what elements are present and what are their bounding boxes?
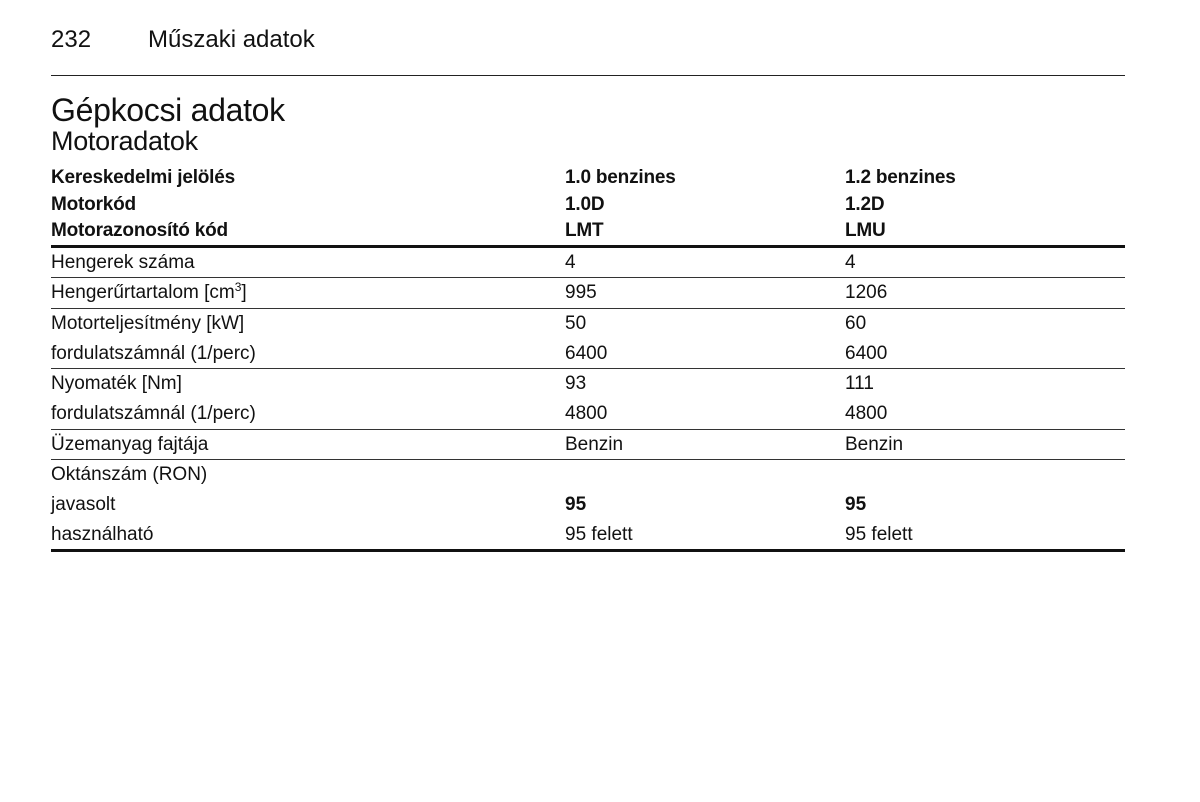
row-col2: 1206 [845,282,888,304]
page-header [51,24,1125,76]
header-col1: LMT [565,220,604,241]
row-col2: 4800 [845,402,888,424]
header-label: Motorazonosító kód [51,220,228,241]
table-header-row-trade-name [51,165,1125,192]
header-col2: 1.2D [845,193,885,215]
row-col1: 95 felett [565,523,633,545]
row-label: Oktánszám (RON) [51,464,208,486]
page-number: 232 [51,26,92,53]
row-label: Motorteljesítmény [kW] [51,312,245,334]
row-col2: Benzin [845,433,904,455]
table-row-usable [51,520,1125,550]
label-bracket: ] [241,282,247,304]
header-label: Kereskedelmi jelölés [51,167,235,188]
table-row-power [51,309,1125,339]
row-col1: 4 [565,251,576,273]
row-label: használható [51,523,154,545]
header-col1: 1.0 benzines [565,167,676,188]
row-col2: 60 [845,312,867,334]
table-header-row-engine-id [51,218,1125,245]
engine-spec-table [51,165,1125,552]
table-row-displacement [51,278,1125,308]
row-label [51,282,247,304]
row-label: javasolt [51,494,116,515]
row-label: Nyomaték [Nm] [51,373,182,395]
subsection-title: Motoradatok [51,126,198,156]
row-label: fordulatszámnál (1/perc) [51,402,256,424]
row-col1: 93 [565,373,587,395]
row-col1: 95 [565,494,587,515]
header-label: Motorkód [51,193,136,215]
header-col2: 1.2 benzines [845,167,956,188]
row-col1: 4800 [565,402,608,424]
label-superscript: 3 [234,280,242,295]
row-label: Hengerek száma [51,251,195,273]
row-col1: 6400 [565,342,608,364]
row-label: Üzemanyag fajtája [51,433,209,455]
table-row-octane [51,460,1125,490]
row-col1: 50 [565,312,587,334]
row-col2: 111 [845,373,874,395]
table-bottom-rule [51,549,1125,552]
row-col2: 95 [845,494,867,515]
row-col2: 6400 [845,342,888,364]
table-row-power-rpm [51,339,1125,369]
header-title: Műszaki adatok [148,26,315,53]
section-title: Gépkocsi adatok [51,92,285,128]
row-col1: 995 [565,282,597,304]
label-text: Hengerűrtartalom [cm [51,282,235,304]
header-col2: LMU [845,220,886,241]
table-row-torque [51,369,1125,399]
header-col1: 1.0D [565,193,605,215]
row-col2: 4 [845,251,856,273]
table-header-row-engine-code [51,192,1125,219]
table-row-cylinders [51,248,1125,278]
table-row-recommended [51,490,1125,520]
row-col1: Benzin [565,433,624,455]
table-row-torque-rpm [51,399,1125,429]
row-label: fordulatszámnál (1/perc) [51,342,256,364]
row-col2: 95 felett [845,523,913,545]
table-row-fuel-type [51,430,1125,460]
